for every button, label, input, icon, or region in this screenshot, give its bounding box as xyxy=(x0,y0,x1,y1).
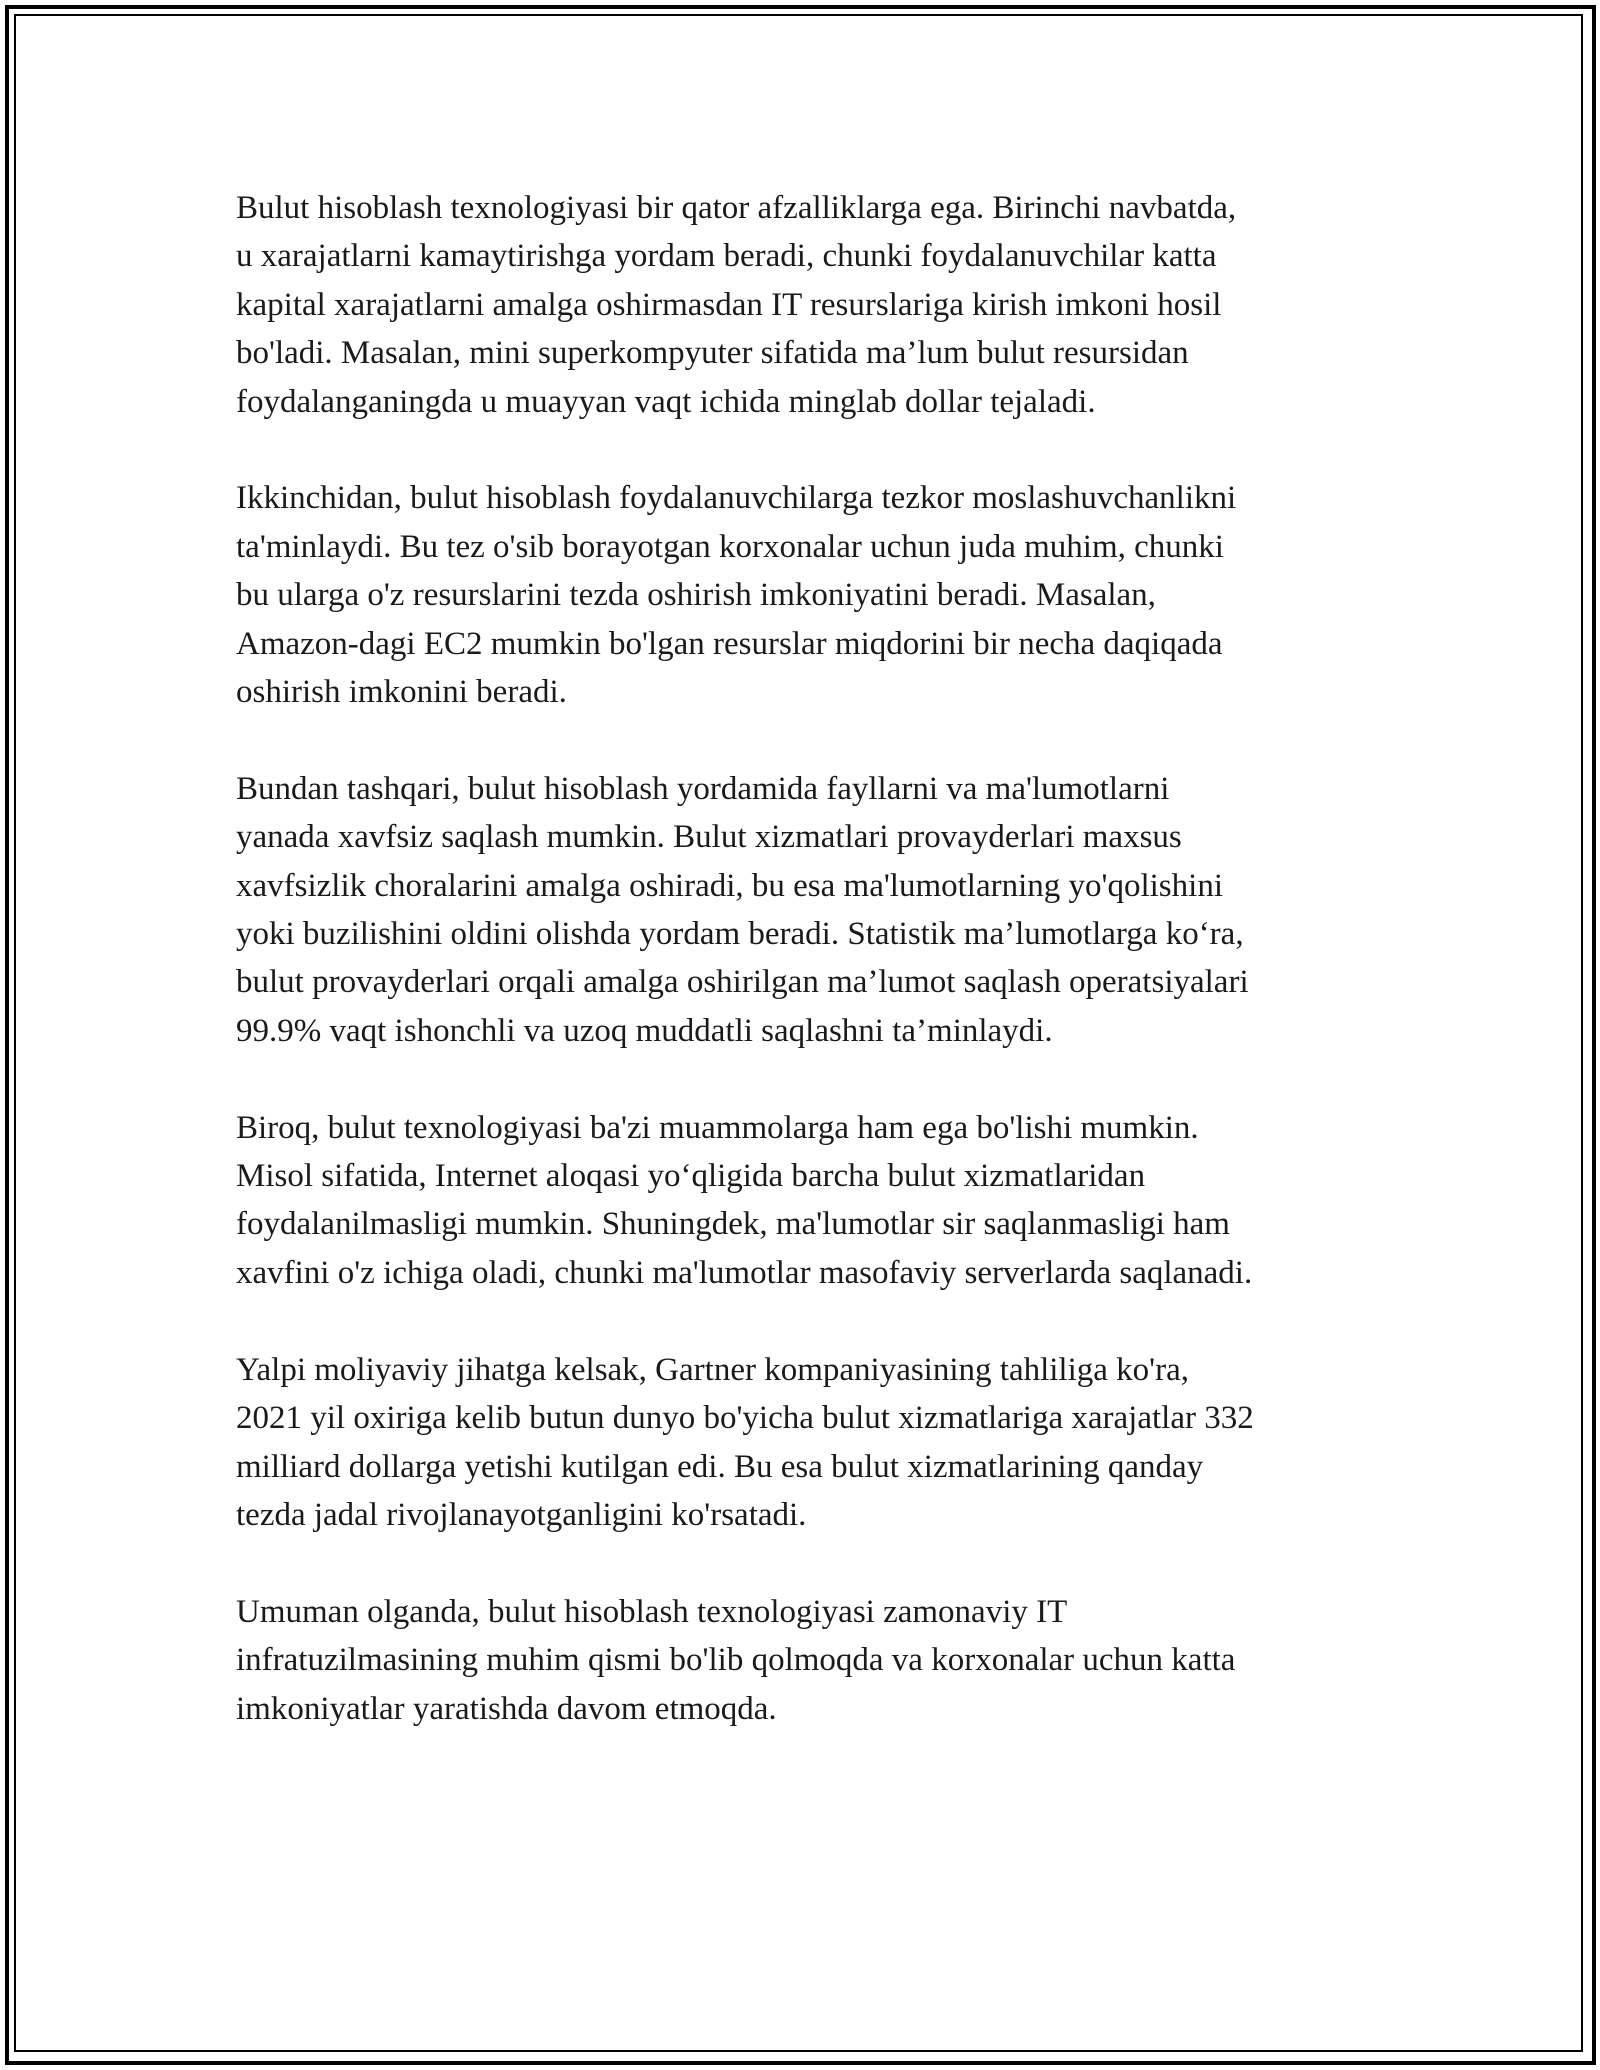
text-line: imkoniyatlar yaratishda davom etmoqda. xyxy=(236,1690,777,1727)
text-line: Ikkinchidan, bulut hisoblash foydalanuvchilarga tezkor moslashuvchanlikni xyxy=(236,480,1237,517)
text-line: xavfsizlik choralarini amalga oshiradi, bu esa ma'lumotlarning yo'qolishini xyxy=(236,867,1223,904)
text-line: bo'ladi. Masalan, mini superkompyuter sifatida ma’lum bulut resursidan xyxy=(236,335,1189,372)
text-line: infratuzilmasining muhim qismi bo'lib qolmoqda va korxonalar uchun katta xyxy=(236,1642,1236,1679)
text-line: oshirish imkonini beradi. xyxy=(236,674,567,711)
text-line: Bulut hisoblash texnologiyasi bir qator afzalliklarga ega. Birinchi navbatda, xyxy=(236,190,1237,226)
paragraph-6 xyxy=(236,1588,1396,1733)
paragraph-2 xyxy=(236,474,1396,716)
text-line: 2021 yil oxiriga kelib butun dunyo bo'yicha bulut xizmatlariga xarajatlar 332 xyxy=(236,1400,1254,1437)
text-line: tezda jadal rivojlanayotganligini ko'rsatadi. xyxy=(236,1496,807,1533)
text-line: foydalanilmasligi mumkin. Shuningdek, ma'lumotlar sir saqlanmasligi ham xyxy=(236,1206,1230,1243)
paragraph-4 xyxy=(236,1104,1396,1298)
paragraph-5 xyxy=(236,1346,1396,1540)
text-line: bulut provayderlari orqali amalga oshirilgan ma’lumot saqlash operatsiyalari xyxy=(236,964,1249,1001)
text-line: foydalanganingda u muayyan vaqt ichida minglab dollar tejaladi. xyxy=(236,383,1096,420)
text-line: bu ularga o'z resurslarini tezda oshirish imkoniyatini beradi. Masalan, xyxy=(236,577,1156,614)
text-line: Misol sifatida, Internet aloqasi yo‘qligida barcha bulut xizmatlaridan xyxy=(236,1158,1146,1195)
text-line: milliard dollarga yetishi kutilgan edi. Bu esa bulut xizmatlarining qanday xyxy=(236,1448,1204,1485)
text-line: ta'minlaydi. Bu tez o'sib borayotgan korxonalar uchun juda muhim, chunki xyxy=(236,528,1224,565)
paragraph-1 xyxy=(236,184,1396,426)
text-line: Bundan tashqari, bulut hisoblash yordamida fayllarni va ma'lumotlarni xyxy=(236,770,1170,807)
text-line: yoki buzilishini oldini olishda yordam beradi. Statistik ma’lumotlarga ko‘ra, xyxy=(236,916,1244,953)
text-line: xavfini o'z ichiga oladi, chunki ma'lumotlar masofaviy serverlarda saqlanadi. xyxy=(236,1254,1253,1291)
text-line: Umuman olganda, bulut hisoblash texnologiyasi zamonaviy IT xyxy=(236,1593,1068,1630)
text-line: Biroq, bulut texnologiyasi ba'zi muammolarga ham ega bo'lishi mumkin. xyxy=(236,1109,1199,1146)
text-line: 99.9% vaqt ishonchli va uzoq muddatli saqlashni ta’minlaydi. xyxy=(236,1012,1053,1049)
text-line: kapital xarajatlarni amalga oshirmasdan IT resurslariga kirish imkoni hosil xyxy=(236,286,1222,323)
text-line: u xarajatlarni kamaytirishga yordam beradi, chunki foydalanuvchilar katta xyxy=(236,238,1217,275)
paragraph-3 xyxy=(236,765,1396,1055)
text-line: Yalpi moliyaviy jihatga kelsak, Gartner kompaniyasining tahliliga ko'ra, xyxy=(236,1351,1189,1388)
text-line: yanada xavfsiz saqlash mumkin. Bulut xizmatlari provayderlari maxsus xyxy=(236,819,1182,856)
document-body xyxy=(236,184,1396,1781)
text-line: Amazon-dagi EC2 mumkin bo'lgan resurslar miqdorini bir necha daqiqada xyxy=(236,625,1223,662)
